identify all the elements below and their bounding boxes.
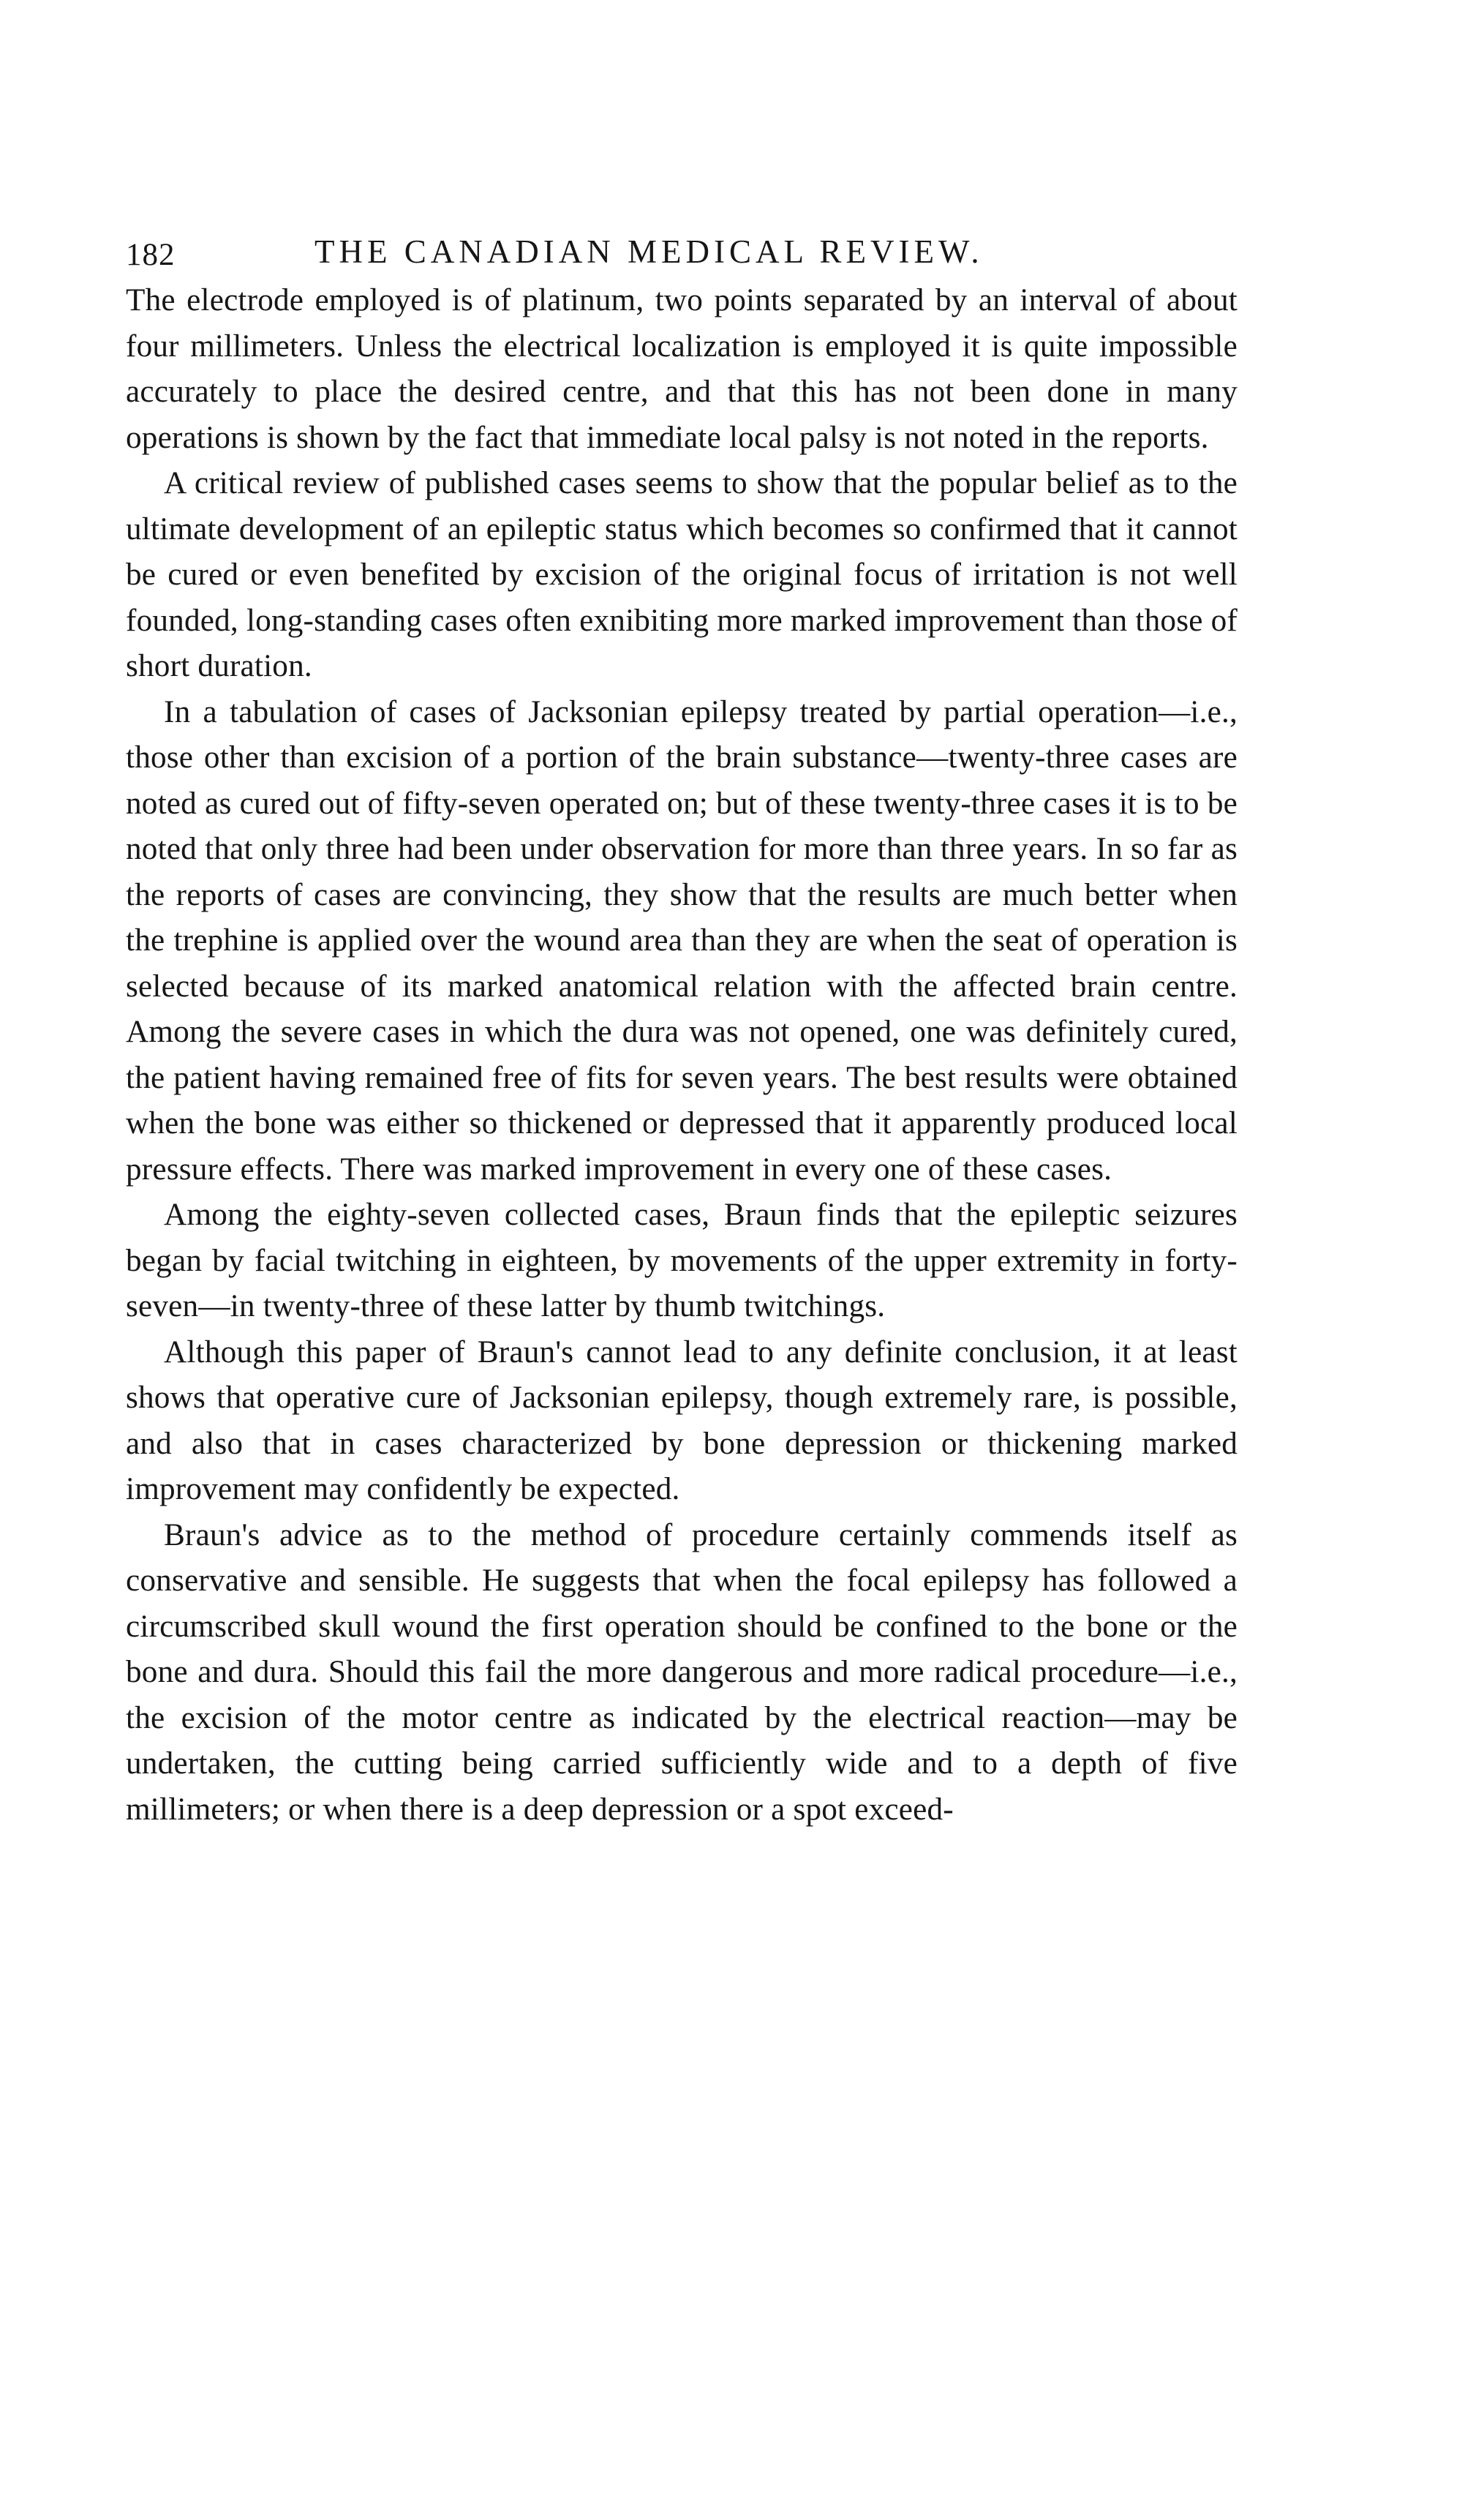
page-number: 182 (126, 238, 176, 272)
running-header (126, 219, 1238, 278)
paragraph-conclusion: Although this paper of Braun's cannot lead to any definite conclusion, it at least shows that operative cure of Jacksonian epilepsy, though extremely rare, is possible, and also that in cases characterized by bone depression or thickening marked improvement may confidently be expected. (126, 1334, 1238, 1506)
journal-title: THE CANADIAN MEDICAL REVIEW. (314, 233, 984, 270)
paragraph-collected-cases: Among the eighty-seven collected cases, Braun finds that the epileptic seizures began by facial twitching in eighteen, by movements of the upper extremity in forty-seven—in twenty-three of these latter by thumb twitchings. (126, 1198, 1238, 1323)
paragraph-critical-review: A critical review of published cases seems to show that the popular belief as to the ultimate development of an epileptic status which becomes so confirmed that it cannot be cured or even benefited by excision of the original focus of irritation is not well founded, long-standing cases often exnibiting more marked improvement than those of short duration. (126, 466, 1238, 683)
paragraph-tabulation: In a tabulation of cases of Jacksonian epilepsy treated by partial operation—i.e., those other than excision of a portion of the brain substance—twenty-three cases are noted as cured out of fifty-seven operated on; but of these twenty-three cases it is to be noted that only three had been under observation for more than three years. In so far as the reports of cases are convincing, they show that the results are much better when the trephine is applied over the wound area than they are when the seat of operation is selected because of its marked anatomical relation with the affected brain centre. Among the severe cases in which the dura was not opened, one was definitely cured, the patient having remained free of fits for seven years. The best results were obtained when the bone was either so thickened or depressed that it apparently produced local pressure effects. There was marked improvement in every one of these cases. (126, 694, 1238, 1187)
article-body (126, 278, 1238, 1833)
paragraph-electrode: The electrode employed is of platinum, two points separated by an interval of about four millimeters. Unless the electrical localization is employed it is quite impossible accurately to place the desired centre, and that this has not been done in many operations is shown by the fact that immediate local palsy is not noted in the reports. (126, 283, 1238, 455)
document-page (126, 219, 1238, 1833)
paragraph-procedure-advice: Braun's advice as to the method of procedure certainly commends itself as conservative and sensible. He suggests that when the focal epilepsy has followed a circumscribed skull wound the first operation should be confined to the bone or the bone and dura. Should this fail the more dangerous and more radical procedure—i.e., the excision of the motor centre as indicated by the electrical reaction—may be undertaken, the cutting being carried sufficiently wide and to a depth of five millimeters; or when there is a deep depression or a spot exceed- (126, 1517, 1238, 1827)
